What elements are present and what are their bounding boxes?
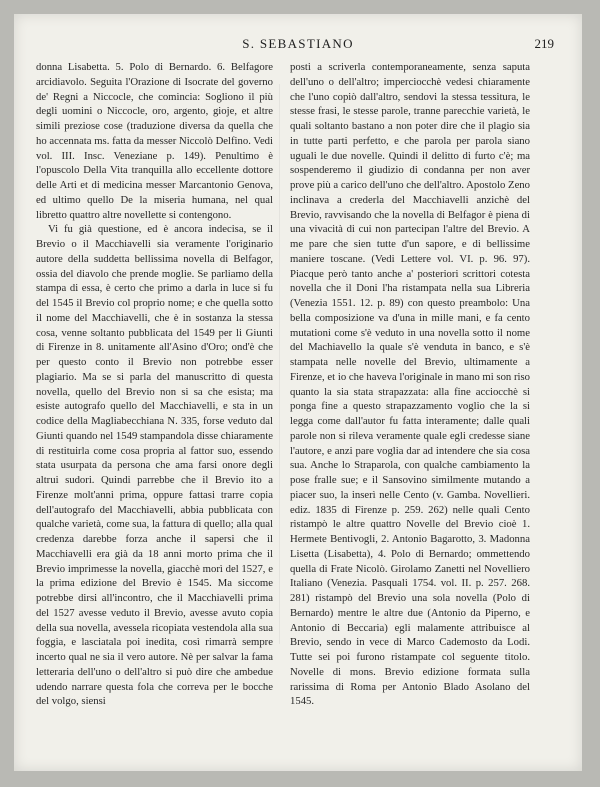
book-page xyxy=(14,14,582,771)
page-header xyxy=(14,36,582,54)
paragraph: posti a scriverla contemporaneamente, senza saputa dell'uno o dell'altro; imperciocchè vedesi chiaramente che l'uno copiò dall'altro, sendovi la stessa tessitura, le stesse frasi, le stesse parole, tranne parecchie varietà, le quali soltanto bastano a non poter dire che il plagio sia in tutte parti perfetto, e che parola per parola siano uguali le due novelle. Quindi il delitto di furto c'è; ma sospenderemo il giudizio di condanna per non aver prove più a carico dell'uno che dell'altro. Apostolo Zeno inclinava a crederla del Macchiavelli anzichè del Brevio, ravvisando che la novella di Belfagor è piena di una vivacità di cui non partecipan l'altre del Brevio. A me pare che sien tutte d'un sapore, e di bellissime maniere toscane. (Vedi Lettere vol. VI. p. 96. 97). Piacque però tanto anche a' posteriori scrittori cotesta novella che il Doni l'ha ristampata nella sua Libreria (Venezia 1551. 12. p. 89) con questo preambolo: Una bella composizione va d'una in mille mani, e fa cento mutationi come s'è veduto in una novella sotto il nome del Machiavello la quale s'è venduta in banco, e s'è stampata nelle novelle del Brevio, ultimamente a Firenze, et io che haveva l'originale in mano mi son riso quanto la sia stata strapazzata: alla fine acciocchè si ponga fine a questo strapazzamento voglio che la si legga come dall'autor fu fatta interamente; dalle quali parole non si rileva veramente quale egli credesse siane l'autore, e anzi pare voglia dar ad intendere che sia cosa sua. Anche lo Straparola, con qualche cambiamento la pose fralle sue; e il Sansovino similmente mutando a piacer suo, la inserì nelle Cento (v. Gamba. Novellieri. ediz. 1835 di Firenze p. 259. 262) nelle quali Cento ristampò le altre quattro Novelle del Brevio cioè 1. Hermete Bentivogli, 2. Antonio Bagarotto, 3. Madonna Lisetta (Lisabetta), 4. Polo di Bernardo; ommettendo quella di Frate Nicolò. Girolamo Zanetti nel Novelliero Italiano (Venezia. Pasquali 1754. vol. II. p. 257. 268. 281) ristampò del Brevio una sola novella (Polo di Bernardo) mentre le altre due (Antonio da Piperno, e Antonio di Beccaria) egli malamente attribuisce al Brevio, sendo in vece di Marco Cademosto da Lodi. Tutte sei poi furono ristampate col seguente titolo. Novelle di mons. Brevio edizione formata sulla rarissima di Roma per Antonio Blado Asolano del 1545. xyxy=(290,61,530,708)
left-text-column xyxy=(36,60,273,709)
running-head: S. SEBASTIANO xyxy=(242,36,354,51)
page-number: 219 xyxy=(534,36,554,51)
column-gutter xyxy=(279,84,280,644)
paragraph: Vi fu già questione, ed è ancora indecisa, se il Brevio o il Macchiavelli sia veramente l'originario autore della suddetta bellissima novella di Belfagor, ossia del diavolo che prende moglie. Se parliamo della stampa di essa, è certo che primo a darla in luce si fu del 1545 il Brevio col proprio nome; e che quella sotto il nome del Macchiavelli, che è in sostanza la stessa cosa, venne soltanto pubblicata del 1549 per li Giunti di Firenze in 8. unitamente all'Asino d'Oro; ond'è che per questo conto il Brevio non potrebbe esser plagiario. Ma se si parla del manuscritto di questa novella, quello del Brevio non si sa che esista; ma esiste autografo quello del Macchiavelli, e sta in un codice della Magliabecchiana N. 335, forse veduto dal Giunti quando nel 1549 stampandola disse chiaramente di restituirla come cosa propria al fattor suo, essendo stata usurpata da persona che ama farsi onore degli altrui sudori. Quindi parrebbe che il Brevio ito a Firenze molt'anni prima, oppure fattasi trarre copia dell'autografo del Macchiavelli, abbia pubblicata con qualche varietà, come sua, la fattura di quello; alla qual credenza darebbe forza anche il sapersi che il Macchiavelli era già da 18 anni morto prima che il Brevio imprimesse la novella, giacchè morì del 1527, e la prima edizione del Brevio è 1545. Ma siccome potrebbe dirsi all'incontro, che il Macchiavelli prima del 1527 avesse veduto il Brevio, avesse avuto copia della sua novella, avessela ricopiata vestendola alla sua foggia, e lasciatala poi inedita, così rimarrà sempre incerto qual ne sia il vero autore. Nè per salvar la fama letteraria dell'uno o dell'altro si può dire che ambedue udendo narrare questa fola che correva per le bocche del volgo, siensi xyxy=(36,223,273,708)
paragraph: donna Lisabetta. 5. Polo di Bernardo. 6. Belfagore arcidiavolo. Seguita l'Orazione di Isocrate del governo de' Regni a Niccocle, che comincia: Sogliono il più degli uomini o Niccocle, oro, argento, gioje, et altre simili preziose cose (traduzione diversa da quella che ho accennata ms. fatta da messer Niccolò Delfino. Vedi vol. III. Insc. Veneziane p. 149). Penultimo è l'opuscolo Della Vita tranquilla allo eccellente dottore delle Arti et di medicina messer Marcantonio Genova, ed ultimo quello De la miseria humana, nel qual libretto quattro altre novellette si contengono. xyxy=(36,61,273,221)
right-text-column xyxy=(290,60,530,709)
